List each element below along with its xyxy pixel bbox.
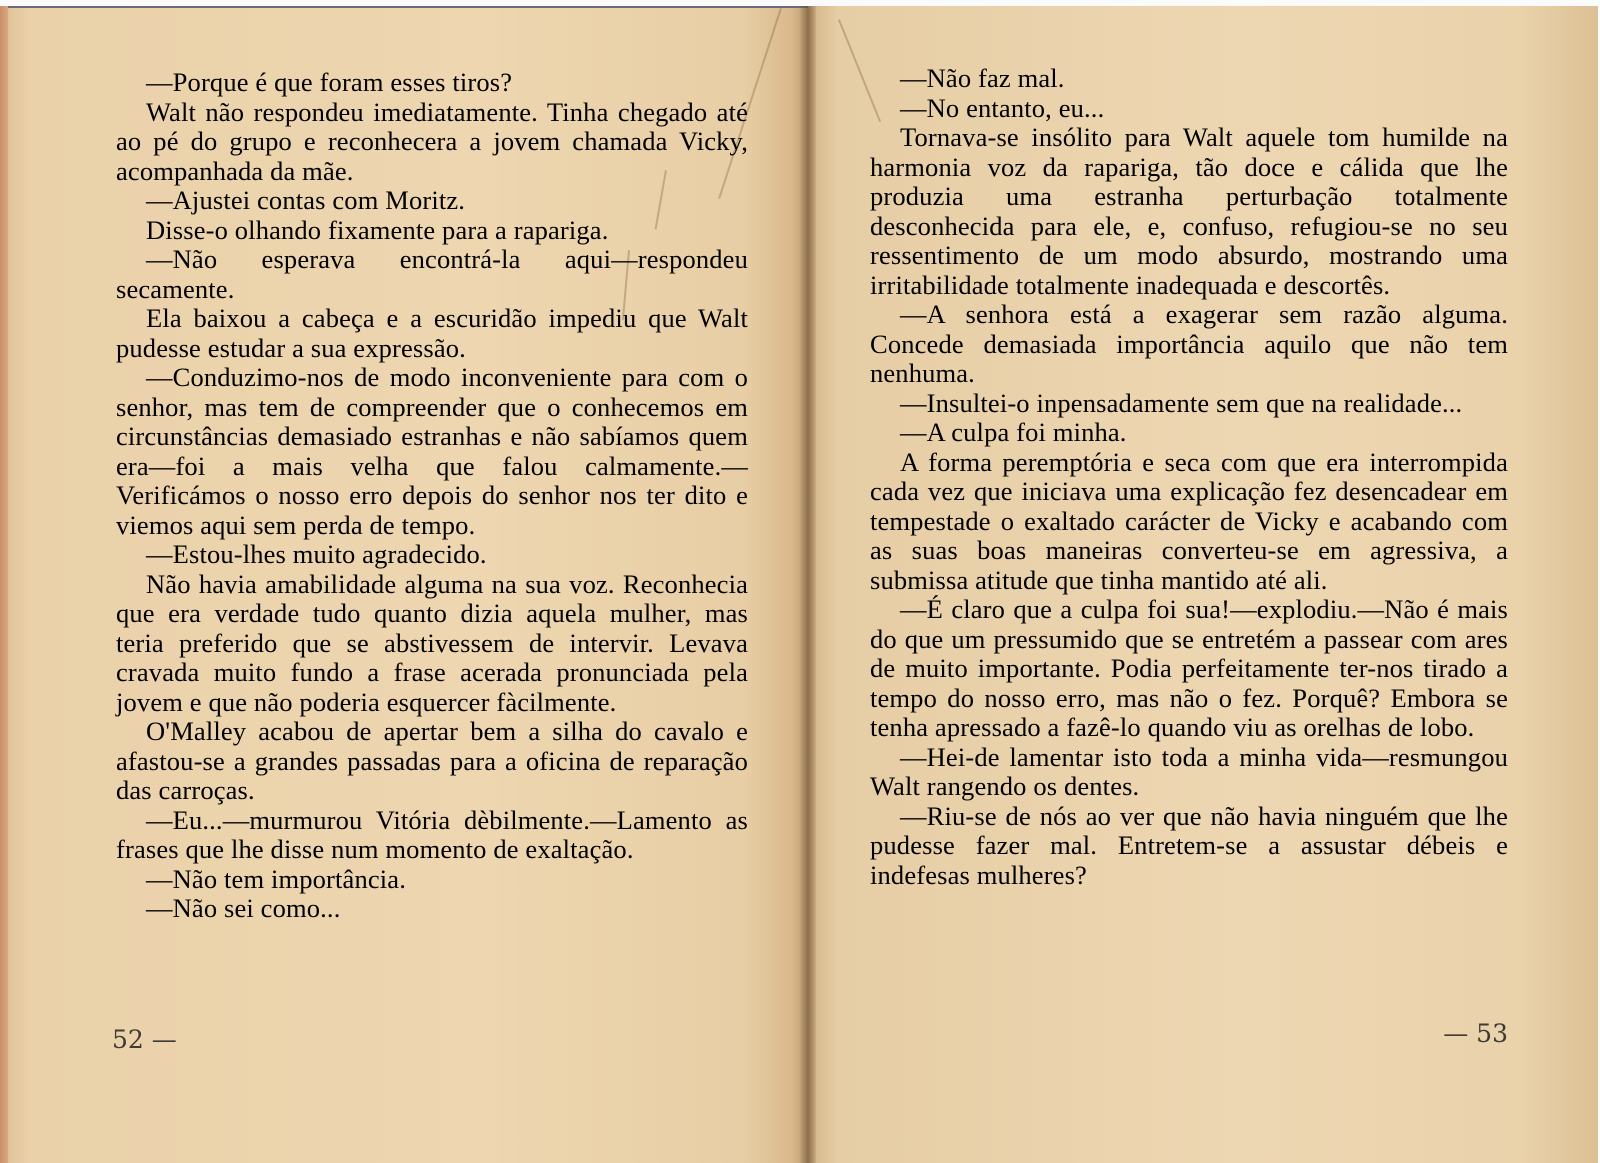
paragraph: O'Malley acabou de apertar bem a silha do cavalo e afastou-se a grandes passadas para a oficina de reparação das carroças. bbox=[116, 716, 748, 805]
paragraph: —No entanto, eu... bbox=[900, 92, 1105, 123]
paragraph: —Não esperava encontrá-la aqui—respondeu secamente. bbox=[116, 244, 748, 304]
paragraph: —Estou-lhes muito agradecido. bbox=[146, 539, 487, 569]
paragraph: —Porque é que foram esses tiros? bbox=[146, 67, 513, 97]
paragraph: —É claro que a culpa foi sua!—explodiu.—Não é mais do que um pressumido que se entretém a passear com ares de muito importante. Podia perfeitamente ter-nos tirado a tempo do nosso erro, mas não o fez. Porquê? Embora se tenha apressado a fazê-lo quando viu as orelhas de lobo. bbox=[870, 594, 1508, 742]
paragraph: Ela baixou a cabeça e a escuridão impediu que Walt pudesse estudar a sua expressão. bbox=[116, 303, 748, 363]
paragraph: —Não tem importância. bbox=[146, 863, 406, 894]
left-page-body bbox=[116, 68, 748, 924]
paragraph: Walt não respondeu imediatamente. Tinha chegado até ao pé do grupo e reconhecera a jovem chamada Vicky, acompanhada da mãe. bbox=[116, 96, 748, 186]
paragraph: Tornava-se insólito para Walt aquele tom humilde na harmonia voz da rapariga, tão doce e cálida que lhe produzia uma estranha perturbação totalmente desconhecida para ele, e, confuso, refugiou-se no seu ressentimento de um modo absurdo, mostrando uma irritabilidade totalmente inadequada e descortês. bbox=[870, 122, 1508, 300]
paragraph: —A culpa foi minha. bbox=[900, 417, 1127, 447]
paragraph: Disse-o olhando fixamente para a rapariga. bbox=[146, 214, 609, 245]
paragraph: —Não sei como... bbox=[146, 893, 341, 923]
left-page-edge bbox=[0, 6, 8, 1163]
paragraph: —Hei-de lamentar isto toda a minha vida—resmungou Walt rangendo os dentes. bbox=[870, 741, 1508, 801]
page-number-right: — 53 bbox=[1443, 1019, 1508, 1048]
right-page-body bbox=[870, 64, 1508, 890]
paragraph: —Conduzimo-nos de modo inconveniente para com o senhor, mas tem de compreender que o conhecemos em circunstâncias demasiado estranhas e não sabíamos quem era—foi a mais velha que falou calmamente.—Verificámos o nosso erro depois do senhor nos ter dito e viemos aqui sem perda de tempo. bbox=[116, 362, 748, 540]
book-spine bbox=[800, 6, 816, 1163]
paragraph: —Ajustei contas com Moritz. bbox=[146, 185, 466, 215]
paragraph: —Riu-se de nós ao ver que não havia ninguém que lhe pudesse fazer mal. Entretem-se a assustar débeis e indefesas mulheres? bbox=[870, 800, 1508, 890]
paragraph: —Eu...—murmurou Vitória dèbilmente.—Lamento as frases que lhe disse num momento de exaltação. bbox=[116, 804, 748, 864]
page-number-left: 52 — bbox=[112, 1025, 177, 1054]
paragraph: Não havia amabilidade alguma na sua voz. Reconhecia que era verdade tudo quanto dizia aquela mulher, mas teria preferido que se abstivessem de intervir. Levava cravada muito fundo a frase acerada pronunciada pela jovem e que não poderia esquercer fàcilmente. bbox=[116, 568, 748, 717]
paragraph: —Insultei-o inpensadamente sem que na realidade... bbox=[900, 387, 1463, 418]
paragraph: A forma peremptória e seca com que era interrompida cada vez que iniciava uma explicação fez desencadear em tempestade o exaltado carácter de Vicky e acabando com as suas boas maneiras converteu-se em agressiva, a submissa atitude que tinha mantido até ali. bbox=[870, 446, 1508, 595]
paragraph: —Não faz mal. bbox=[900, 63, 1065, 93]
paragraph: —A senhora está a exagerar sem razão alguma. Concede demasiada importância aquilo que não tem nenhuma. bbox=[870, 299, 1508, 388]
